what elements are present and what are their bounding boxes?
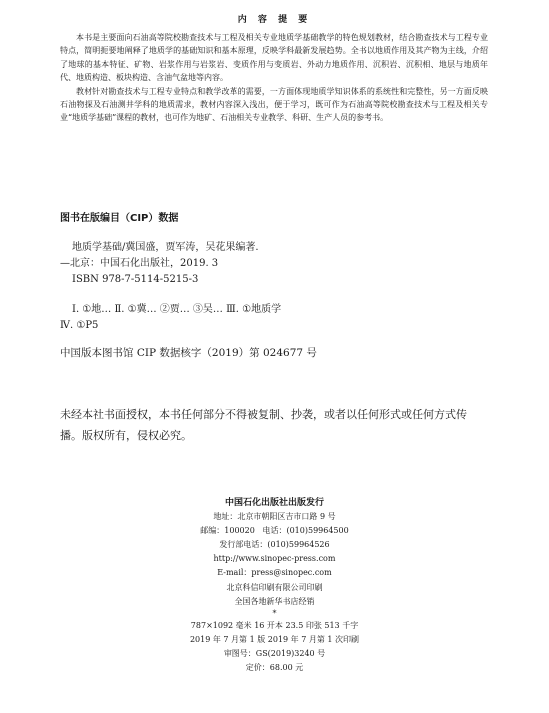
publisher-postcode: 邮编：100020 [200,526,255,536]
publisher-distributor: 全国各地新华书店经销 [234,596,315,606]
summary-body [60,31,488,125]
cip-record: 中国版本图书馆 CIP 数据核字（2019）第 024677 号 [60,347,317,359]
cip-heading: 图书在版编目（CIP）数据 [60,213,179,224]
publisher-sales-phone: 发行部电话：(010)59964526 [219,540,330,550]
cip-class-line-2: Ⅳ. ①P5 [60,320,99,331]
publisher-website[interactable]: http://www.sinopec-press.com [213,554,336,564]
publisher-price: 定价：68.00 元 [245,663,304,673]
cip-isbn-line: ISBN 978-7-5114-5215-3 [72,274,199,285]
publisher-info [0,496,549,675]
cip-bibliographic [60,240,259,288]
publisher-email[interactable]: E-mail：press@sinopec.com [217,568,332,578]
publisher-spec: 787×1092 毫米 16 开本 23.5 印张 513 千字 [190,620,359,630]
publisher-printer: 北京科信印刷有限公司印刷 [226,582,323,592]
cip-publisher-line: —北京：中国石化出版社，2019. 3 [60,258,219,269]
publisher-contact [0,524,549,538]
publisher-audit: 审图号：GS(2019)3240 号 [223,648,326,658]
publisher-separator: * [272,608,277,618]
copyright-notice: 未经本社书面授权，本书任何部分不得被复制、抄袭，或者以任何形式或任何方式传播。版权所有，侵权必究。 [60,408,467,442]
cip-title-line: 地质学基础/冀国盛，贾军涛，吴花果编著. [72,242,259,253]
summary-paragraph-1: 本书是主要面向石油高等院校勘查技术与工程及相关专业地质学基础教学的特色规划教材，结合勘查技术与工程专业特点，简明扼要地阐释了地质学的基础知识和基本原理，反映学科最新发展趋势。全书以地质作用及其产物为主线，介绍了地球的基本特征、矿物、岩浆作用与岩浆岩、变质作用与变质岩、外动力地质作用、沉积岩、沉积相、地层与地质年代、地质构造、板块构造、含油气盆地等内容。 [60,33,488,83]
publisher-phone: 电话：(010)59964500 [262,526,349,536]
cip-classification [60,302,281,334]
summary-title: 内 容 提 要 [237,15,312,25]
cip-class-line-1: Ⅰ. ①地… Ⅱ. ①冀… ②贾… ③吴… Ⅲ. ①地质学 [72,304,282,315]
publisher-edition: 2019 年 7 月第 1 版 2019 年 7 月第 1 次印刷 [189,634,360,644]
summary-paragraph-2: 教材针对勘查技术与工程专业特点和教学改革的需要，一方面体现地质学知识体系的系统性和完整性，另一方面反映石油物探及石油测井学科的地质需求，教材内容深入浅出，便于学习，既可作为石油高等院校勘查技术与工程及相关专业“地质学基础”课程的教材，也可作为地矿、石油相关专业教学、科研、生产人员的参考书。 [60,86,488,123]
publisher-title: 中国石化出版社出版发行 [224,498,324,508]
publisher-address: 地址：北京市朝阳区吉市口路 9 号 [213,512,336,522]
